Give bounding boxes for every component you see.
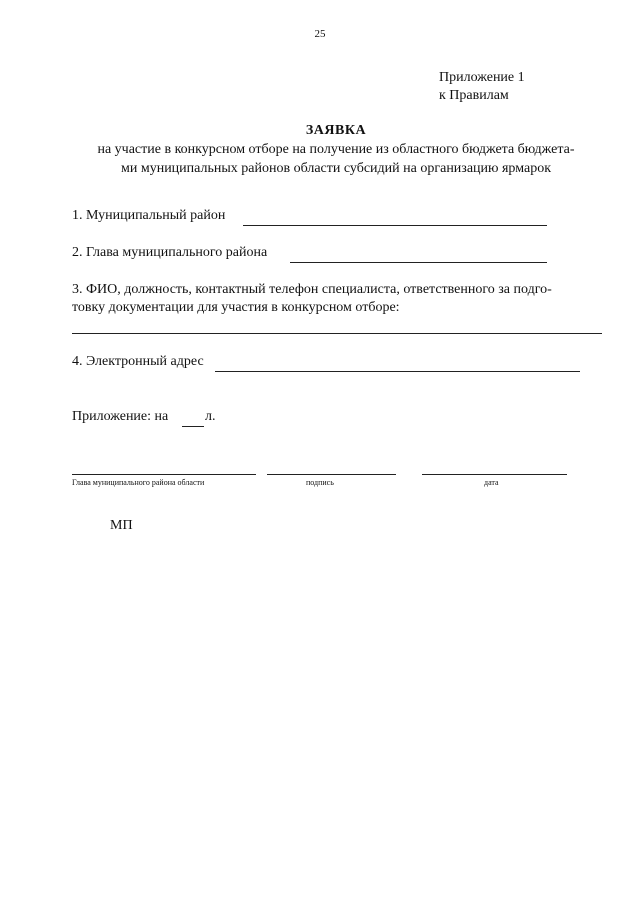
specialist-label-line-2: товку документации для участия в конкурсном отборе:: [72, 300, 400, 315]
document-title: ЗАЯВКА: [305, 123, 367, 138]
specialist-line[interactable]: [72, 333, 602, 334]
attachment-prefix: Приложение: на: [72, 409, 169, 424]
appendix-line-2: к Правилам: [439, 88, 509, 103]
subtitle-line-2: ми муниципальных районов области субсидий на организацию ярмарок: [120, 161, 551, 176]
district-head-label: 2. Глава муниципального района: [72, 245, 268, 260]
email-label: 4. Электронный адрес: [72, 354, 204, 369]
municipal-district-line[interactable]: [243, 225, 547, 226]
district-head-line[interactable]: [290, 262, 547, 263]
appendix-note: [439, 69, 525, 105]
specialist-label-line-1: 3. ФИО, должность, контактный телефон специалиста, ответственного за подго-: [72, 282, 552, 297]
head-signature-line[interactable]: [72, 474, 256, 475]
document-subtitle: [0, 140, 640, 178]
email-line[interactable]: [215, 371, 580, 372]
signature-label: подпись: [306, 478, 334, 487]
stamp-place: МП: [110, 518, 133, 533]
date-label: дата: [484, 478, 499, 487]
attachment-suffix: л.: [205, 409, 216, 424]
date-line[interactable]: [422, 474, 567, 475]
appendix-line-1: Приложение 1: [439, 70, 525, 85]
attachment-pages-line[interactable]: [182, 426, 204, 427]
subtitle-line-1: на участие в конкурсном отборе на получение из областного бюджета бюджета-: [97, 142, 575, 157]
signature-line[interactable]: [267, 474, 396, 475]
municipal-district-label: 1. Муниципальный район: [72, 208, 226, 223]
head-signature-label: Глава муниципального района области: [72, 478, 205, 487]
page-number: 25: [314, 28, 326, 40]
